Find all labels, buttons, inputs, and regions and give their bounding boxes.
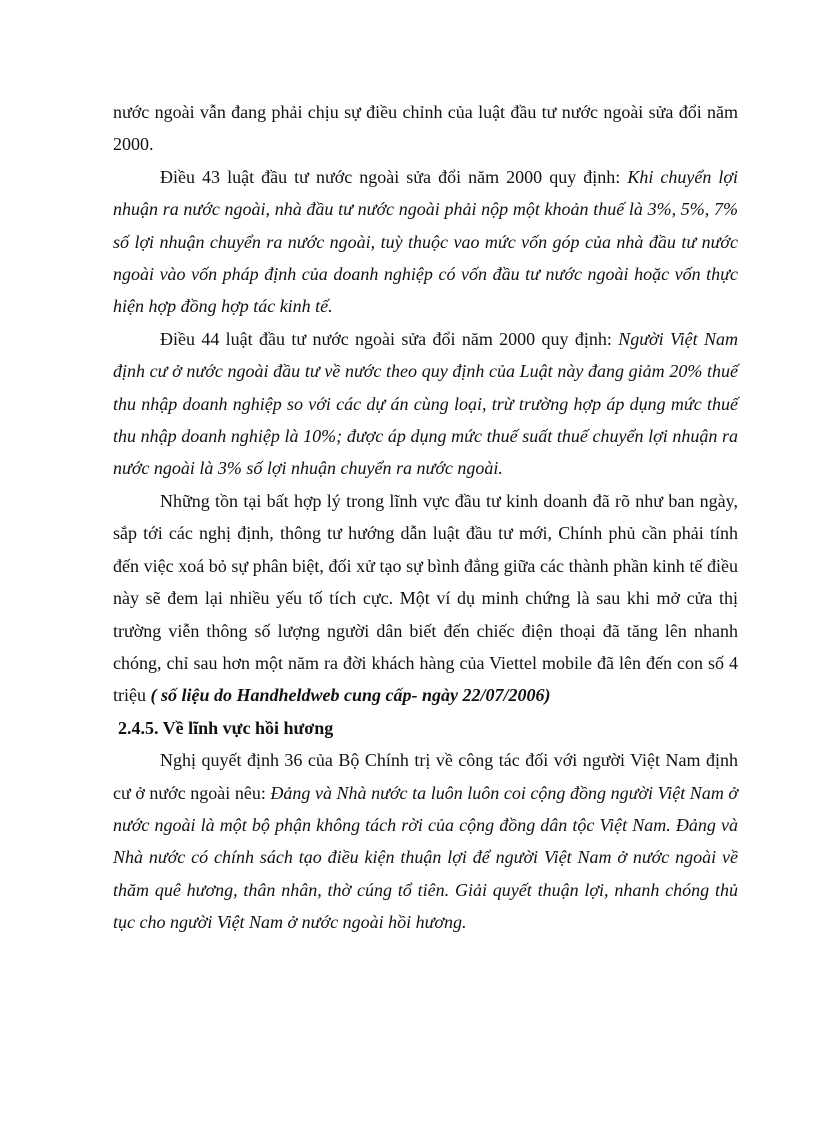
paragraph-lead: Điều 43 luật đầu tư nước ngoài sửa đổi năm 2000 quy định: [160,166,628,187]
section-heading: 2.4.5. Về lĩnh vực hồi hương [118,717,334,738]
paragraph-quote: Đảng và Nhà nước ta luôn luôn coi cộng đồng người Việt Nam ở nước ngoài là một bộ phận không tách rời của cộng đồng dân tộc Việt Nam. Đảng và Nhà nước có chính sách tạo điều kiện thuận lợi để người Việt Nam ở nước ngoài về thăm quê hương, thân nhân, thờ cúng tổ tiên. Giải quyết thuận lợi, nhanh chóng thủ tục cho người Việt Nam ở nước ngoài hồi hương. [113,782,738,933]
paragraph-quote: Người Việt Nam định cư ở nước ngoài đầu tư về nước theo quy định của Luật này đang giảm 20% thuế thu nhập doanh nghiệp so với các dự án cùng loại, trừ trường hợp áp dụng mức thuế thu nhập doanh nghiệp là 10%; được áp dụng mức thuế suất thuế chuyển lợi nhuận ra nước ngoài là 3% số lợi nhuận chuyển ra nước ngoài. [113,328,738,479]
paragraph-article-43 [113,161,738,323]
paragraph-quote: Khi chuyển lợi nhuận ra nước ngoài, nhà đầu tư nước ngoài phải nộp một khoản thuế là 3%, 5%, 7% số lợi nhuận chuyển ra nước ngoài, tuỳ thuộc vao mức vốn góp của nhà đầu tư nước ngoài vào vốn pháp định của doanh nghiệp có vốn đầu tư nước ngoài hoặc vốn thực hiện hợp đồng hợp tác kinh tế. [113,166,738,317]
paragraph-lead: Điều 44 luật đầu tư nước ngoài sửa đổi năm 2000 quy định: [160,328,619,349]
paragraph-investment-issues [113,485,738,712]
paragraph-resolution-36 [113,744,738,938]
source-citation: ( số liệu do Handheldweb cung cấp- ngày 22/07/2006) [150,685,551,706]
paragraph-continuation [113,96,738,161]
paragraph-lead: Nghị quyết định 36 của Bộ Chính trị về công tác đối với người Việt Nam định cư ở nước ngoài nêu: [113,750,738,803]
paragraph-text: nước ngoài vẫn đang phải chịu sự điều chỉnh của luật đầu tư nước ngoài sửa đổi năm 2000. [113,102,738,155]
paragraph-article-44 [113,323,738,485]
paragraph-text: Những tồn tại bất hợp lý trong lĩnh vực đầu tư kinh doanh đã rõ như ban ngày, sắp tới các nghị định, thông tư hướng dẫn luật đầu tư mới, Chính phủ cần phải tính đến việc xoá bỏ sự phân biệt, đối xử tạo sự bình đẳng giữa các thành phần kinh tế điều này sẽ đem lại nhiều yếu tố tích cực. Một ví dụ minh chứng là sau khi mở cửa thị trường viễn thông số lượng người dân biết đến chiếc điện thoại đã tăng lên nhanh chóng, chỉ sau hơn một năm ra đời khách hàng của Viettel mobile đã lên đến con số 4 triệu [113,490,738,706]
